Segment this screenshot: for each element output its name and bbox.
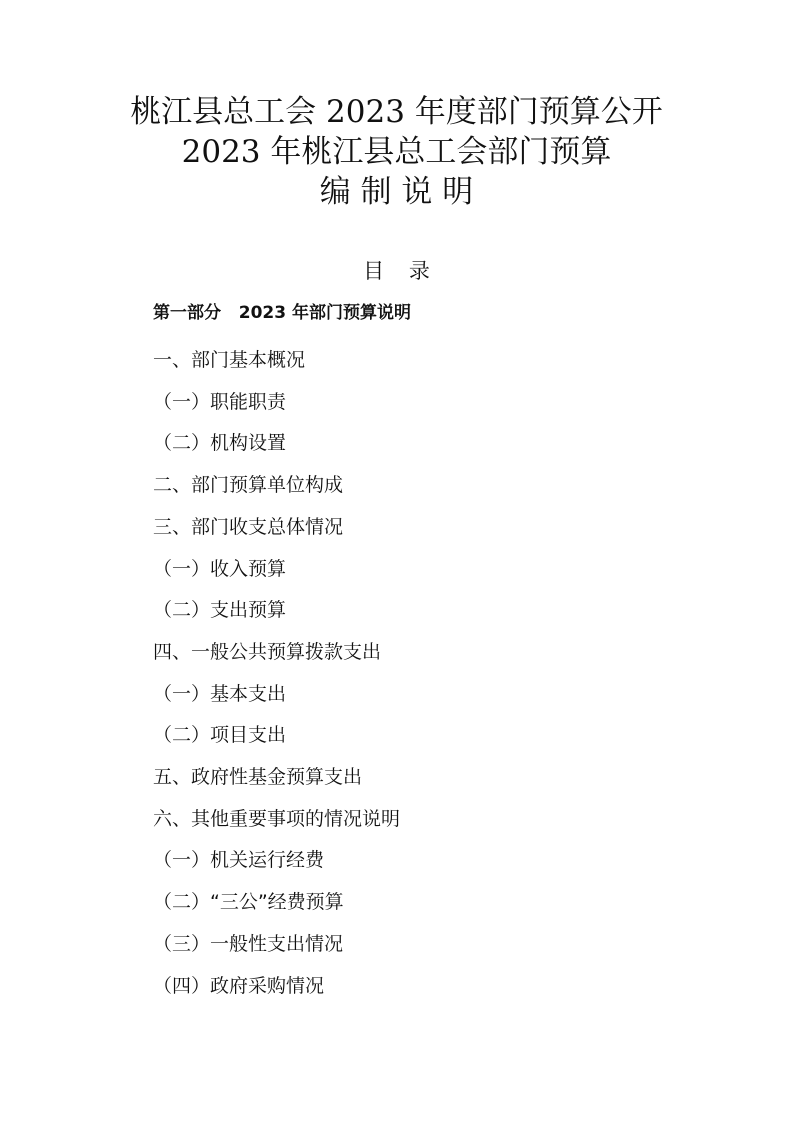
- toc-item: （二）“三公”经费预算: [153, 891, 344, 914]
- title-line-3: 编 制 说 明: [319, 174, 474, 210]
- toc-heading: 目 录: [363, 259, 439, 283]
- toc-item: （一）收入预算: [153, 557, 287, 580]
- toc-item: （一）基本支出: [153, 682, 287, 705]
- toc-item: 四、一般公共预算拨款支出: [153, 640, 382, 663]
- title-line-2: 2023 年桃江县总工会部门预算: [181, 134, 612, 170]
- toc-item: 六、其他重要事项的情况说明: [153, 807, 401, 830]
- toc-item: （二）机构设置: [153, 432, 287, 455]
- toc-item: （四）政府采购情况: [153, 974, 325, 997]
- toc-item: （一）机关运行经费: [153, 849, 325, 872]
- toc-item: （三）一般性支出情况: [153, 932, 344, 955]
- table-of-contents: [0, 340, 793, 1007]
- document-title: [0, 92, 793, 212]
- toc-item: 二、部门预算单位构成: [153, 474, 344, 497]
- toc-part-heading: 第一部分 2023 年部门预算说明: [153, 303, 411, 323]
- toc-item: 三、部门收支总体情况: [153, 515, 344, 538]
- toc-item: 一、部门基本概况: [153, 349, 306, 371]
- toc-item: 五、政府性基金预算支出: [153, 766, 363, 789]
- title-line-1: 桃江县总工会 2023 年度部门预算公开: [130, 94, 663, 130]
- toc-item: （二）项目支出: [153, 724, 287, 747]
- toc-item: （一）职能职责: [153, 390, 287, 413]
- toc-item: （二）支出预算: [153, 599, 287, 622]
